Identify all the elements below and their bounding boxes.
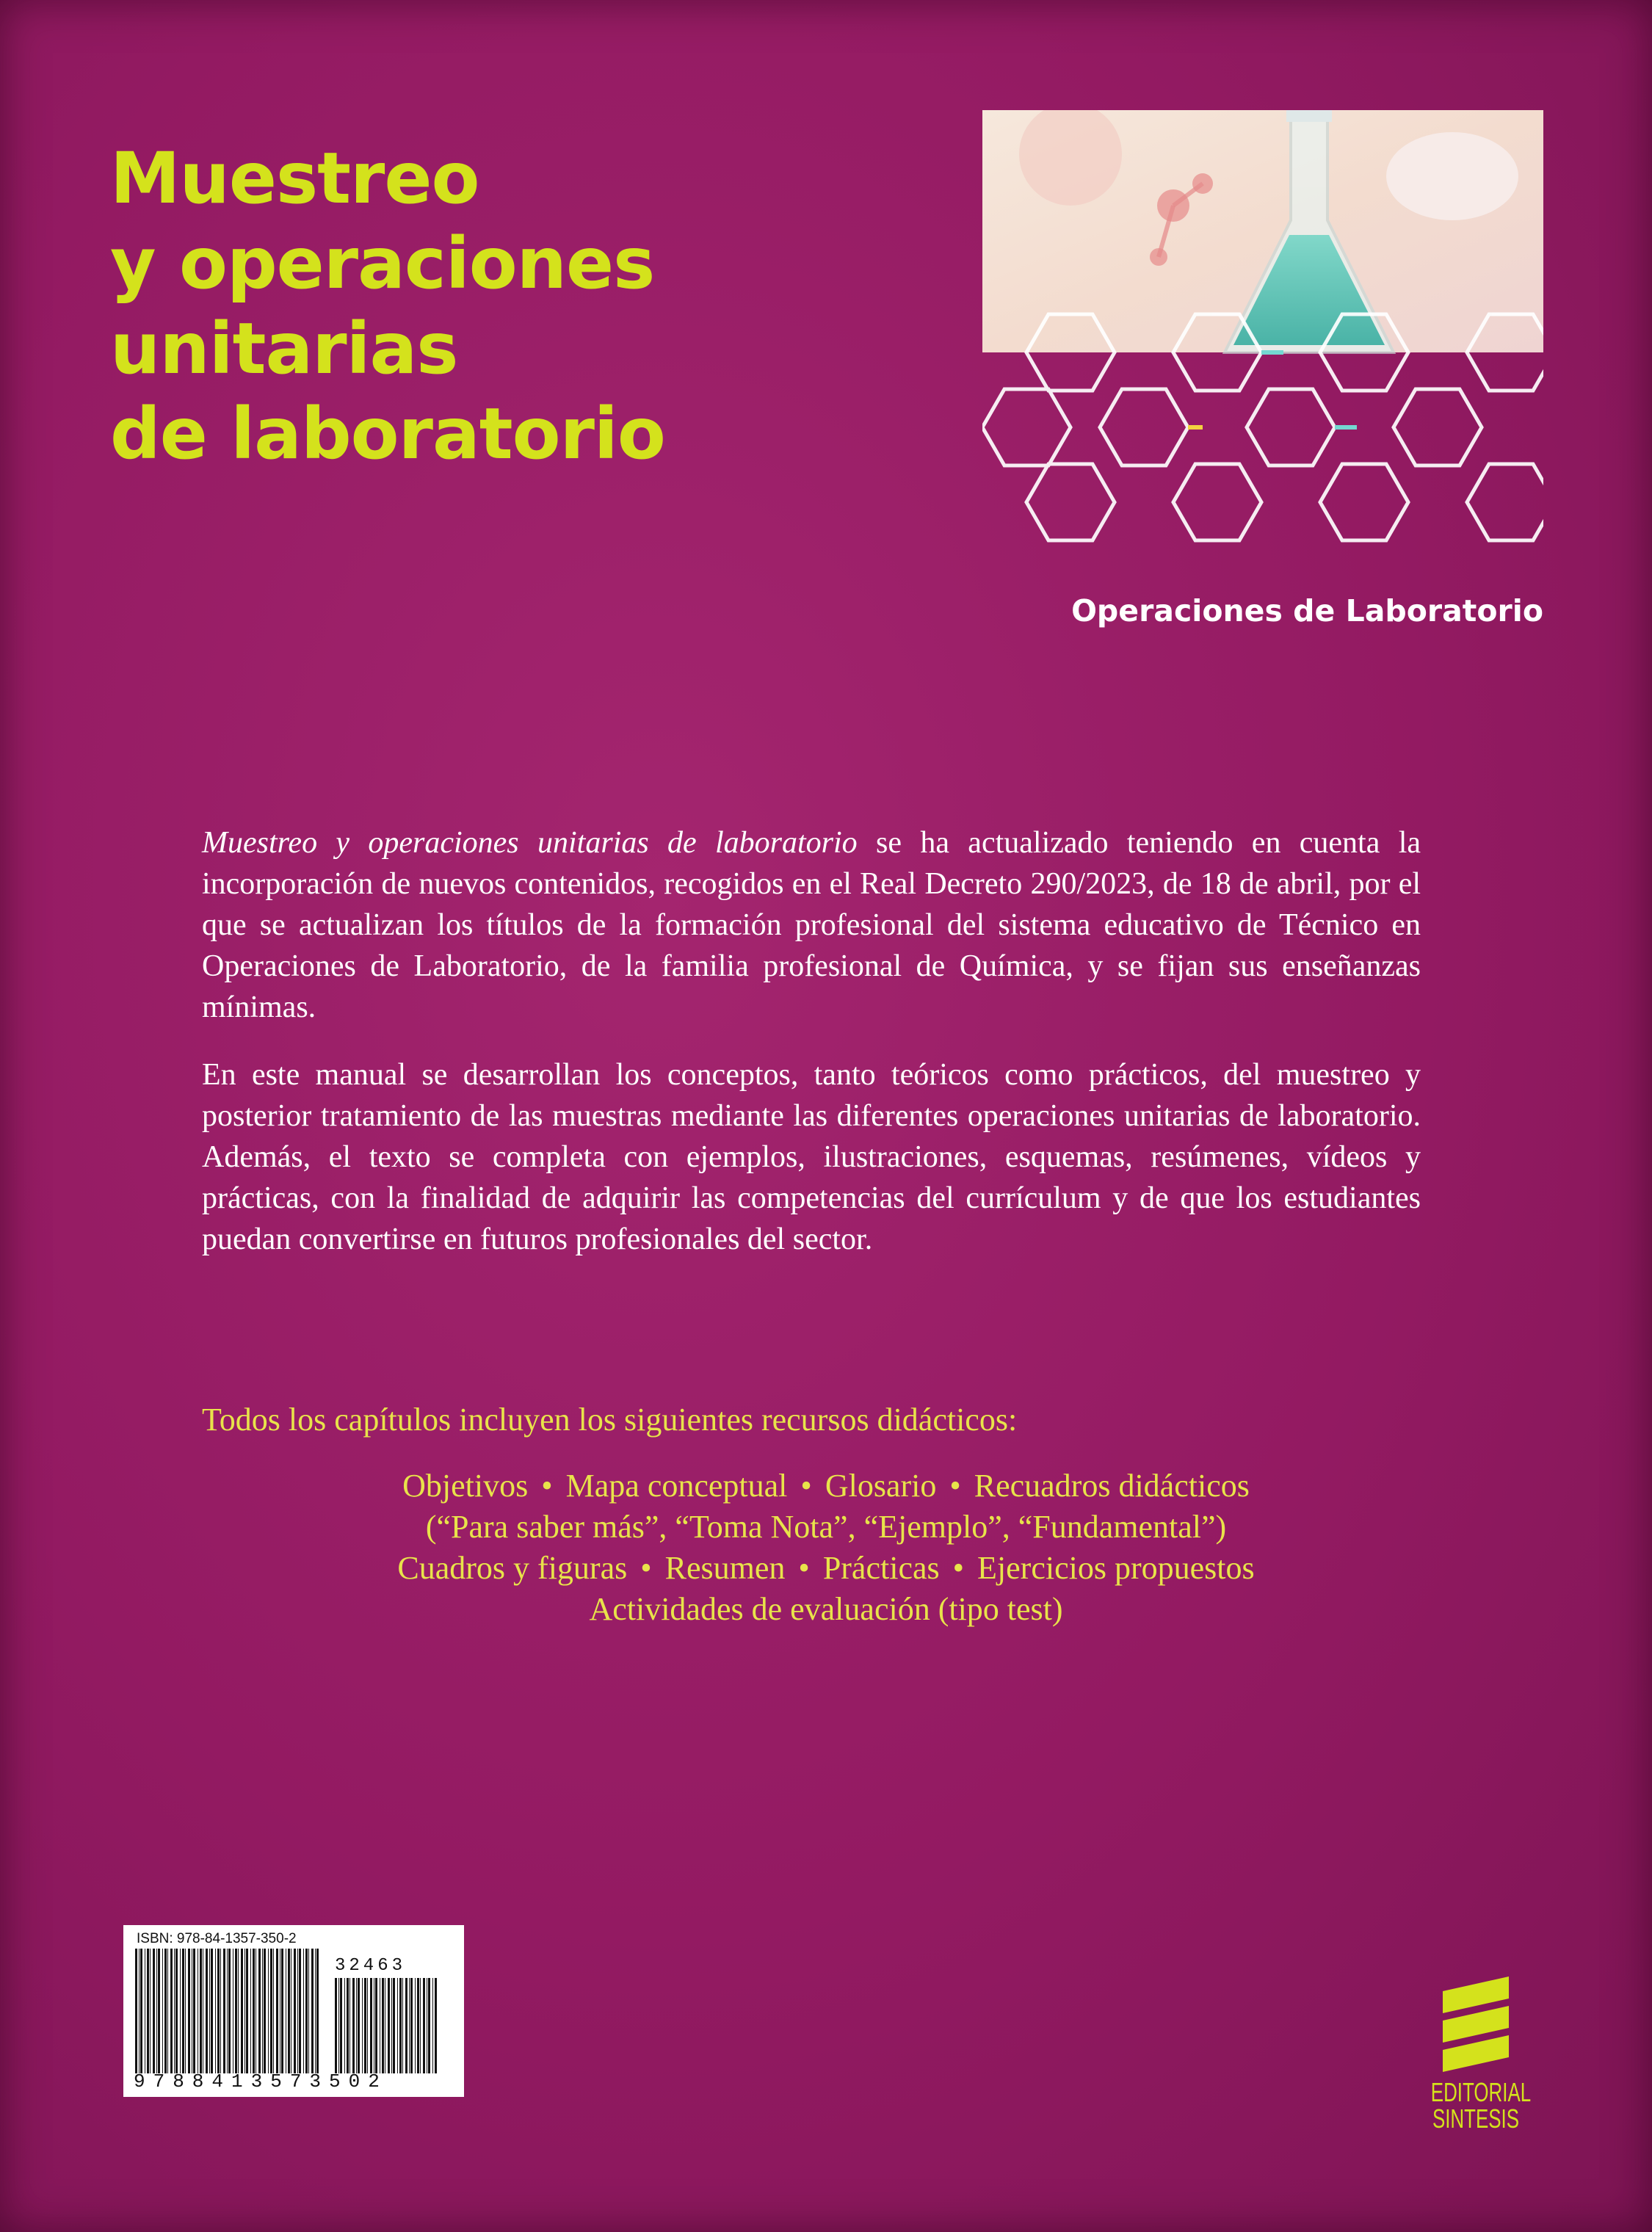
bullet-separator: • xyxy=(952,1550,965,1586)
barcode-bar xyxy=(211,1949,213,2073)
barcode-bar xyxy=(340,1978,342,2073)
publisher-logo xyxy=(1413,1969,1538,2132)
resources-line-1 xyxy=(165,1465,1487,1507)
resource-item: Prácticas xyxy=(822,1550,940,1586)
series-name: Operaciones de Laboratorio xyxy=(1071,593,1543,628)
barcode-bar xyxy=(362,1978,363,2073)
barcode-bar xyxy=(150,1949,151,2073)
barcode-bar xyxy=(338,1978,339,2073)
barcode-bar xyxy=(227,1949,228,2073)
title-line-1: Muestreo xyxy=(110,137,479,220)
barcode-bar xyxy=(303,1949,304,2073)
barcode-bar xyxy=(270,1949,272,2073)
barcode-bars xyxy=(135,1949,322,2073)
barcode-bar xyxy=(238,1949,239,2073)
barcode-bar xyxy=(423,1978,425,2073)
isbn-label: ISBN: 978-84-1357-350-2 xyxy=(137,1931,297,1946)
barcode-bar xyxy=(315,1949,316,2073)
isbn-barcode xyxy=(123,1925,464,2097)
bullet-separator: • xyxy=(798,1550,810,1586)
bullet-separator: • xyxy=(949,1468,961,1504)
barcode-bar xyxy=(215,1949,216,2073)
barcode-bar xyxy=(185,1949,186,2073)
barcode-bar xyxy=(253,1949,255,2073)
resources-line-4: Actividades de evaluación (tipo test) xyxy=(589,1591,1063,1627)
barcode-digits: 9788413573502 xyxy=(134,2070,388,2092)
barcode-bar xyxy=(428,1978,430,2073)
barcode-bar xyxy=(294,1949,296,2073)
resource-item: Resumen xyxy=(664,1550,786,1586)
barcode-bar xyxy=(405,1978,407,2073)
barcode-bar xyxy=(153,1949,155,2073)
barcode-bar xyxy=(308,1949,309,2073)
bullet-separator: • xyxy=(640,1550,652,1586)
barcode-bar xyxy=(180,1949,181,2073)
barcode-bar xyxy=(364,1978,366,2073)
barcode-bar xyxy=(217,1949,220,2073)
barcode-bar xyxy=(220,1949,221,2073)
resources-list xyxy=(165,1465,1487,1630)
title-line-2: y operaciones xyxy=(110,222,655,305)
barcode-bar xyxy=(228,1949,231,2073)
barcode-bar xyxy=(170,1949,173,2073)
barcode-bar xyxy=(209,1949,210,2073)
barcode-bar xyxy=(139,1949,140,2073)
barcode-bar xyxy=(262,1949,263,2073)
resource-item: Mapa conceptual xyxy=(565,1468,788,1504)
barcode-bar xyxy=(158,1949,160,2073)
barcode-bar xyxy=(135,1949,137,2073)
description-paragraph-2: En este manual se desarrollan los conceptos, tanto teóricos como prácticos, del muestreo y posterior tratamiento de las muestras mediante las diferentes operaciones unitarias de laboratorio. Además, el texto se completa con ejemplos, ilustraciones, esquemas, resúmenes, vídeos y prácticas, con la finalidad de adquirir las competencias del currículum y de que los estudiantes puedan convertirse en futuros profesionales del sector. xyxy=(202,1058,1421,1256)
resource-item: Cuadros y figuras xyxy=(397,1550,628,1586)
book-title xyxy=(110,136,954,477)
resources-line-2: (“Para saber más”, “Toma Nota”, “Ejemplo”, “Fundamental”) xyxy=(425,1509,1227,1545)
barcode-bar xyxy=(268,1949,269,2073)
barcode-bar xyxy=(167,1949,168,2073)
barcode-bar xyxy=(435,1978,437,2073)
barcode-bar xyxy=(397,1978,398,2073)
barcode-bar xyxy=(250,1949,251,2073)
barcode-bar xyxy=(276,1949,278,2073)
barcode-bar xyxy=(223,1949,225,2073)
barcode-bar xyxy=(193,1949,195,2073)
barcode-bar xyxy=(299,1949,301,2073)
barcode-bar xyxy=(393,1978,395,2073)
barcode-bar xyxy=(432,1978,433,2073)
lab-flask-hexagon-image xyxy=(982,110,1543,551)
resource-item: Recuadros didácticos xyxy=(974,1468,1250,1504)
barcode-bar xyxy=(246,1949,248,2073)
publisher-name-line-1: EDITORIAL xyxy=(1430,2077,1532,2107)
resource-item: Ejercicios propuestos xyxy=(977,1550,1255,1586)
publisher-name-line-2: SINTESIS xyxy=(1432,2104,1520,2134)
resources-heading: Todos los capítulos incluyen los siguientes recursos didácticos: xyxy=(202,1402,1018,1438)
barcode-bar xyxy=(244,1949,245,2073)
barcode-bar xyxy=(174,1949,175,2073)
barcode-bar xyxy=(273,1949,274,2073)
barcode-bar xyxy=(316,1949,319,2073)
description-paragraph-1 xyxy=(202,822,1421,1028)
barcode-bar xyxy=(162,1949,163,2073)
barcode-bar xyxy=(349,1978,350,2073)
barcode-bar xyxy=(258,1949,261,2073)
title-line-4: de laboratorio xyxy=(110,393,665,475)
barcode-bar xyxy=(410,1978,413,2073)
barcode-bar xyxy=(206,1949,208,2073)
barcode-bar xyxy=(370,1978,372,2073)
description xyxy=(202,822,1421,1286)
barcode-bar xyxy=(241,1949,243,2073)
barcode-bar xyxy=(182,1949,184,2073)
barcode-bar xyxy=(344,1978,345,2073)
barcode-bar xyxy=(288,1949,290,2073)
barcode-bar xyxy=(391,1978,392,2073)
description-title-italic: Muestreo y operaciones unitarias de laboratorio xyxy=(202,826,858,860)
resource-item: Objetivos xyxy=(402,1468,529,1504)
barcode-bar xyxy=(367,1978,368,2073)
barcode-bar xyxy=(147,1949,149,2073)
barcode-bar xyxy=(409,1978,410,2073)
bullet-separator: • xyxy=(800,1468,812,1504)
barcode-bar xyxy=(375,1978,377,2073)
barcode-bar xyxy=(358,1978,360,2073)
barcode-bar xyxy=(335,1978,337,2073)
resources-line-3 xyxy=(165,1548,1487,1589)
barcode-bar xyxy=(417,1978,419,2073)
barcode-addon-digits: 32463 xyxy=(335,1956,407,1976)
barcode-bar xyxy=(305,1949,308,2073)
barcode-bar xyxy=(281,1949,283,2073)
barcode-bar xyxy=(356,1978,357,2073)
barcode-bar xyxy=(347,1978,349,2073)
resource-item: Glosario xyxy=(825,1468,937,1504)
title-line-3: unitarias xyxy=(110,308,458,390)
description-paragraph-1-text: se ha actualizado teniendo en cuenta la incorporación de nuevos contenidos, recogidos en el Real Decreto 290/2023, de 18 de abril, por el que se actualizan los títulos de la formación profesional del sistema educativo de Técnico en Operaciones de Laboratorio, de la familia profesional de Química, y se fijan sus enseñanzas mínimas. xyxy=(202,826,1421,1024)
stacked-waves-logo-icon xyxy=(1435,1969,1516,2079)
barcode-bar xyxy=(420,1978,421,2073)
barcode-bar xyxy=(382,1978,384,2073)
barcode-bar xyxy=(311,1949,314,2073)
bullet-separator: • xyxy=(541,1468,553,1504)
barcode-bar xyxy=(402,1978,403,2073)
barcode-bar xyxy=(415,1978,416,2073)
barcode-bar xyxy=(388,1978,390,2073)
barcode-bar xyxy=(164,1949,167,2073)
barcode-bar xyxy=(175,1949,178,2073)
barcode-bar xyxy=(352,1978,355,2073)
barcode-bar xyxy=(297,1949,298,2073)
barcode-addon-bars xyxy=(335,1978,438,2073)
barcode-bar xyxy=(188,1949,190,2073)
barcode-bar xyxy=(264,1949,266,2073)
barcode-bar xyxy=(235,1949,237,2073)
barcode-bar xyxy=(200,1949,202,2073)
barcode-bar xyxy=(156,1949,157,2073)
barcode-bar xyxy=(399,1978,402,2073)
barcode-bar xyxy=(140,1949,142,2073)
